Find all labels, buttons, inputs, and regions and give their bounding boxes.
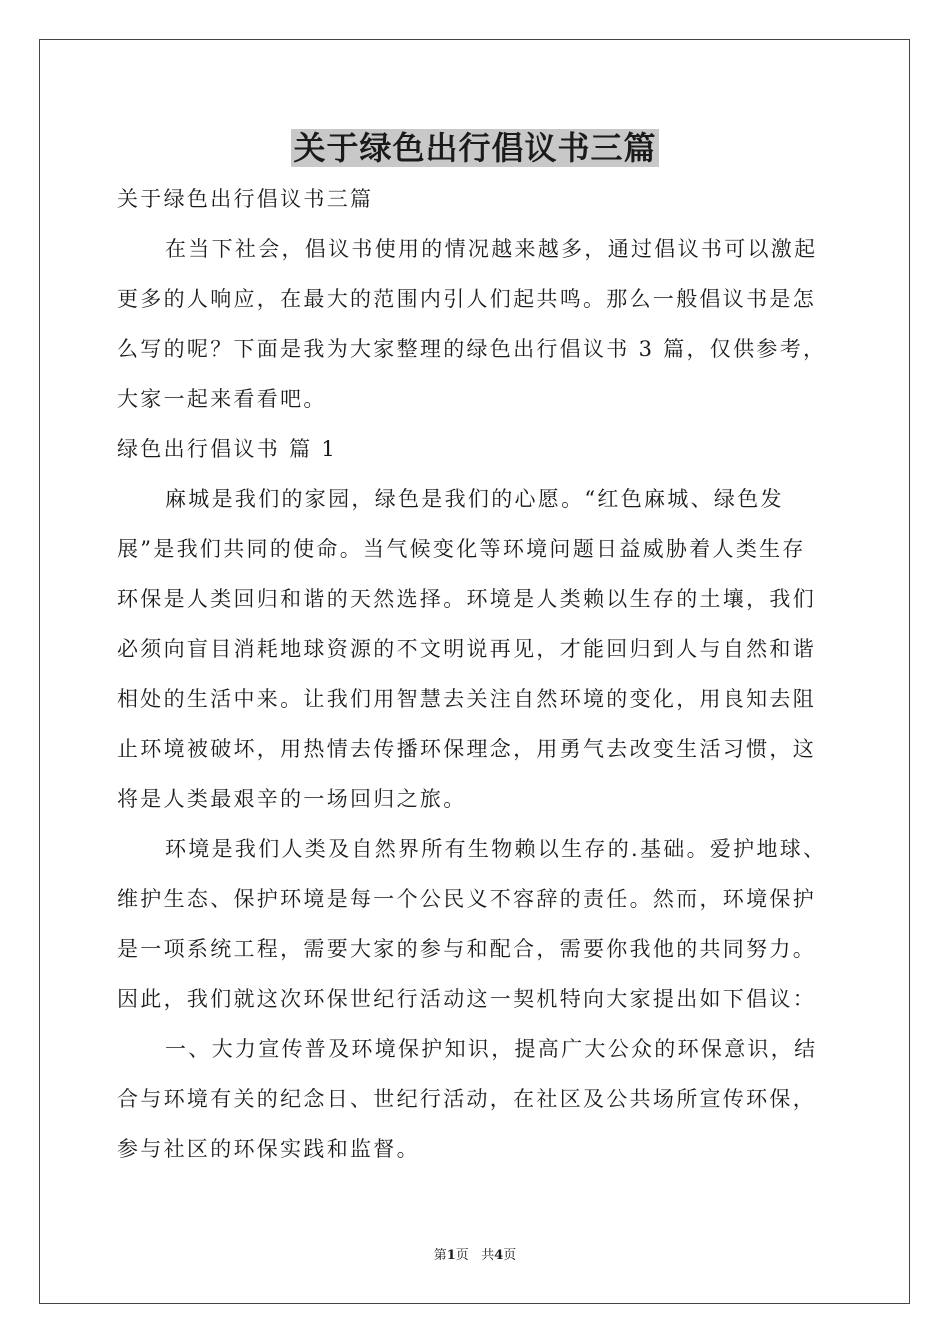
subtitle: 关于绿色出行倡议书三篇 — [117, 187, 374, 211]
title-text: 关于绿色出行倡议书三篇 — [293, 129, 657, 167]
paragraph-line: 将是人类最艰辛的一场回归之旅。 — [117, 787, 467, 811]
paragraph-line: 一、大力宣传普及环境保护知识，提高广大公众的环保意识，结 — [165, 1037, 818, 1061]
total-prefix: 共 — [481, 1248, 495, 1263]
paragraph-line: 展”是我们共同的使命。当气候变化等环境问题日益威胁着人类生存 — [117, 537, 806, 561]
intro-line: 在当下社会，倡议书使用的情况越来越多，通过倡议书可以激起 — [165, 237, 818, 261]
intro-line: 更多的人响应，在最大的范围内引人们起共鸣。那么一般倡议书是怎 — [117, 287, 816, 311]
paragraph-line: 参与社区的环保实践和监督。 — [117, 1137, 420, 1161]
page-border — [39, 39, 910, 1304]
section-heading: 绿色出行倡议书 篇 1 — [117, 437, 338, 461]
page-prefix: 第 — [433, 1248, 447, 1263]
paragraph-line: 麻城是我们的家园，绿色是我们的心愿。“红色麻城、绿色发 — [165, 487, 784, 511]
total-suffix: 页 — [503, 1248, 517, 1263]
paragraph-line: 合与环境有关的纪念日、世纪行活动，在社区及公共场所宣传环保， — [117, 1087, 816, 1111]
page-current: 1 — [446, 1248, 456, 1263]
paragraph-line: 是一项系统工程，需要大家的参与和配合，需要你我他的共同努力。 — [117, 937, 816, 961]
paragraph-line: 因此，我们就这次环保世纪行活动这一契机特向大家提出如下倡议： — [117, 987, 816, 1011]
page-total: 4 — [494, 1248, 504, 1263]
page-suffix: 页 — [455, 1248, 469, 1263]
intro-line: 大家一起来看看吧。 — [117, 387, 327, 411]
page-footer — [0, 1246, 950, 1266]
intro-line: 么写的呢？下面是我为大家整理的绿色出行倡议书 3 篇，仅供参考， — [117, 337, 827, 361]
paragraph-line: 相处的生活中来。让我们用智慧去关注自然环境的变化，用良知去阻 — [117, 687, 816, 711]
paragraph-line: 止环境被破坏，用热情去传播环保理念，用勇气去改变生活习惯，这 — [117, 737, 816, 761]
paragraph-line: 环境是我们人类及自然界所有生物赖以生存的.基础。爱护地球、 — [165, 837, 827, 861]
paragraph-line: 必须向盲目消耗地球资源的不文明说再见，才能回归到人与自然和谐 — [117, 637, 816, 661]
document-title — [0, 126, 950, 170]
paragraph-line: 环保是人类回归和谐的天然选择。环境是人类赖以生存的土壤，我们 — [117, 587, 816, 611]
paragraph-line: 维护生态、保护环境是每一个公民义不容辞的责任。然而，环境保护 — [117, 887, 816, 911]
